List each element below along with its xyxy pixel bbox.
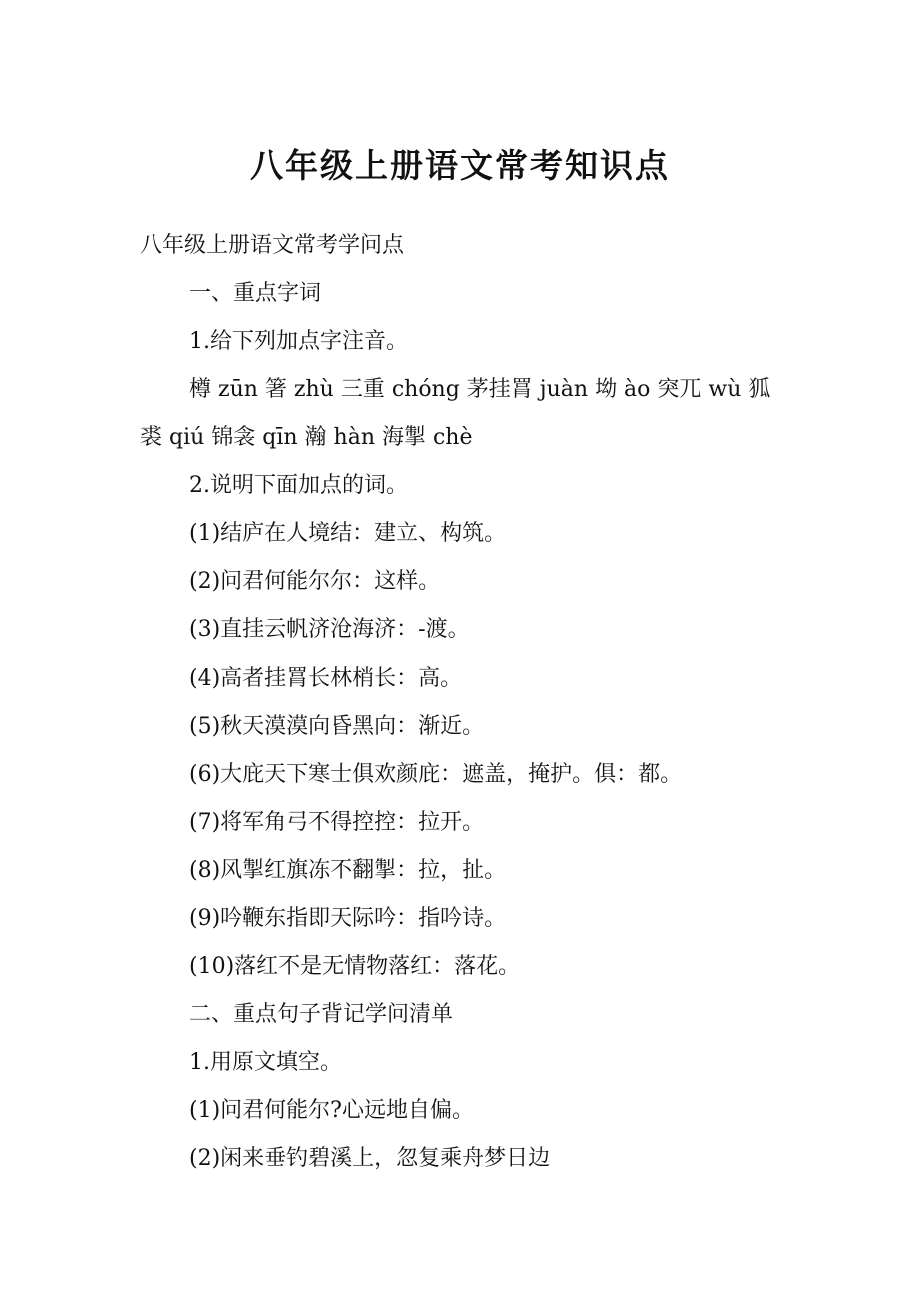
text-line: 1.用原文填空。 <box>189 1050 342 1075</box>
list-item: (10)落红不是无情物落红：落花。 <box>189 954 521 979</box>
section-heading-2: 二、重点句子背记学问清单 <box>189 1002 454 1027</box>
list-item: (1)问君何能尔?心远地自偏。 <box>189 1098 474 1123</box>
list-item: (9)吟鞭东指即天际吟：指吟诗。 <box>189 906 507 931</box>
document-title: 八年级上册语文常考知识点 <box>250 146 670 185</box>
list-item: (8)风掣红旗冻不翻掣：拉，扯。 <box>189 858 507 883</box>
text-line: 樽 zūn 箸 zhù 三重 chóng 茅挂罥 juàn 坳 ào 突兀 wù 狐 <box>189 377 771 402</box>
section-heading-1: 一、重点字词 <box>189 281 322 306</box>
text-line-intro: 八年级上册语文常考学问点 <box>140 233 405 258</box>
list-item: (3)直挂云帆济沧海济：-渡。 <box>189 617 470 642</box>
list-item: (2)闲来垂钓碧溪上，忽复乘舟梦日边 <box>189 1146 551 1171</box>
list-item: (6)大庇天下寒士俱欢颜庇：遮盖，掩护。俱：都。 <box>189 762 683 787</box>
text-line: 1.给下列加点字注音。 <box>189 329 408 354</box>
text-line: 裘 qiú 锦衾 qīn 瀚 hàn 海掣 chè <box>140 425 473 450</box>
list-item: (4)高者挂罥长林梢长：高。 <box>189 666 463 691</box>
list-item: (5)秋天漠漠向昏黑向：渐近。 <box>189 714 485 739</box>
list-item: (1)结庐在人境结：建立、构筑。 <box>189 521 507 546</box>
list-item: (7)将军角弓不得控控：拉开。 <box>189 810 485 835</box>
text-line: 2.说明下面加点的词。 <box>189 473 408 498</box>
list-item: (2)问君何能尔尔：这样。 <box>189 569 441 594</box>
